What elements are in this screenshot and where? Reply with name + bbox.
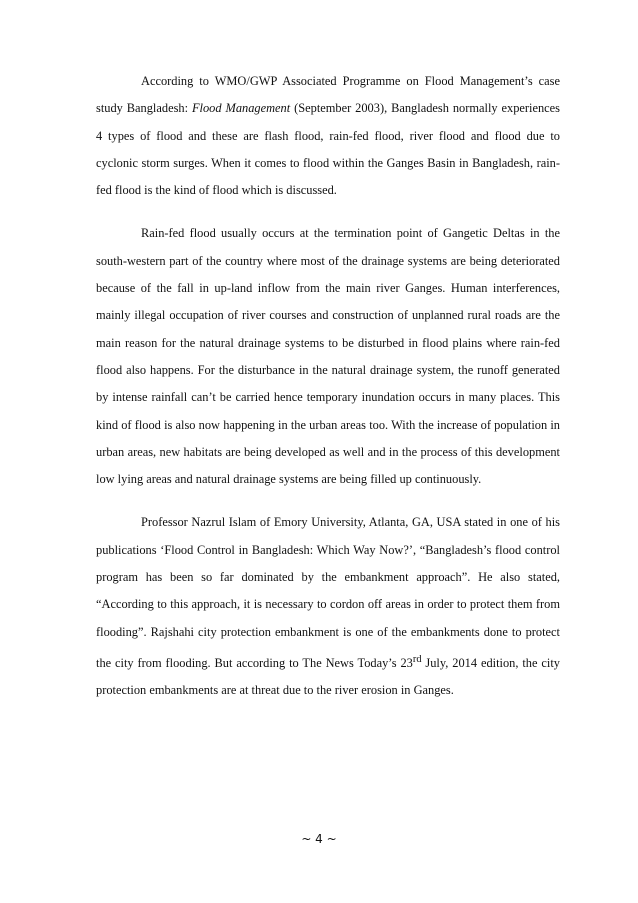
page-number: ~ 4 ~: [301, 832, 337, 846]
ordinal-suffix: rd: [412, 653, 422, 665]
paragraph-3-after: July, 2014 edition, the city protection embankments are at threat due to the river erosion in Ganges.: [96, 656, 560, 698]
paragraph-flood-types: [96, 68, 560, 204]
paragraph-rain-fed-flood: Rain-fed flood usually occurs at the termination point of Gangetic Deltas in the south-western part of the country where most of the drainage systems are being deteriorated because of the fall in up-land inflow from the main river Ganges. Human interferences, mainly illegal occupation of river courses and construction of unplanned rural roads are the main reason for the natural drainage systems to be disturbed in flood plains where rain-fed flood also happens. For the disturbance in the natural drainage system, the runoff generated by intense rainfall can’t be carried hence temporary inundation occurs in many places. This kind of flood is also now happening in the urban areas too. With the increase of population in urban areas, new habitats are being developed as well and in the process of this development low lying areas and natural drainage systems are being filled up continuously.: [96, 226, 560, 487]
paragraph-embankment: [96, 509, 560, 704]
paragraph-1-intro: According to WMO/GWP Associated Programme on Flood Management’s case study Bangladesh:: [96, 74, 560, 116]
paragraph-3-before: Professor Nazrul Islam of Emory University, Atlanta, GA, USA stated in one of his publications ‘Flood Control in Bangladesh: Which Way Now?’, “Bangladesh’s flood control program has been so far dominated by the embankment approach”. He also stated, “According to this approach, it is necessary to cordon off areas in order to protect them from flooding”. Rajshahi city protection embankment is one of the embankments done to protect the city from flooding. But according to The News Today’s 23: [96, 515, 560, 671]
document-body: [96, 68, 560, 721]
publication-title: Flood Management: [191, 101, 291, 116]
paragraph-1-rest: (September 2003), Bangladesh normally experiences 4 types of flood and these are flash flood, rain-fed flood, river flood and flood due to cyclonic storm surges. When it comes to flood within the Ganges Basin in Bangladesh, rain-fed flood is the kind of flood which is discussed.: [96, 101, 560, 198]
